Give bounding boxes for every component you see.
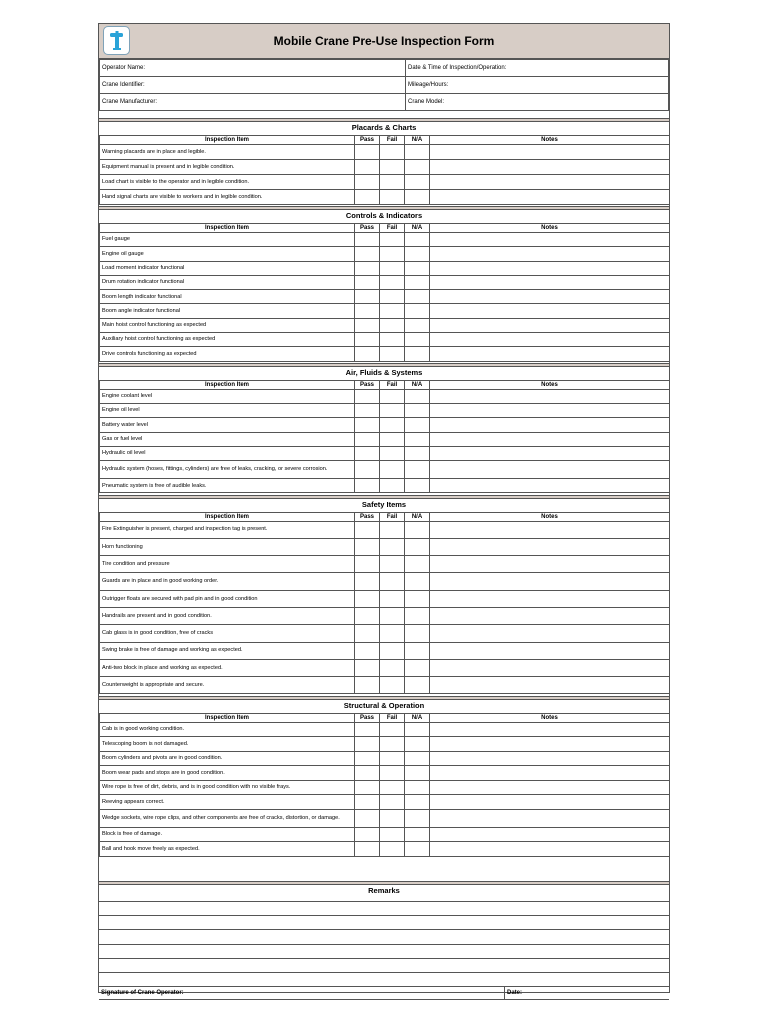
table-row [100, 538, 670, 555]
operator-name-field[interactable]: Operator Name: [100, 60, 406, 77]
table-row [100, 556, 670, 573]
pass-checkbox-cell[interactable] [355, 304, 380, 318]
notes-cell[interactable] [430, 145, 670, 160]
remarks-line[interactable] [99, 901, 669, 915]
notes-cell[interactable] [430, 677, 670, 694]
notes-cell[interactable] [430, 827, 670, 842]
table-row [100, 175, 670, 190]
page-title: Mobile Crane Pre-Use Inspection Form [273, 34, 495, 48]
fail-checkbox-cell[interactable] [380, 175, 405, 190]
column-header-notes: Notes [430, 224, 670, 233]
pass-checkbox-cell[interactable] [355, 737, 380, 752]
section-separator [99, 118, 669, 122]
na-checkbox-cell[interactable] [405, 625, 430, 642]
na-checkbox-cell[interactable] [405, 556, 430, 573]
section-title: Structural & Operation [343, 700, 425, 710]
section-title: Air, Fluids & Systems [345, 367, 423, 377]
notes-cell[interactable] [430, 290, 670, 304]
na-checkbox-cell[interactable] [405, 842, 430, 857]
na-checkbox-cell[interactable] [405, 642, 430, 659]
column-header-item: Inspection Item [100, 512, 355, 521]
pass-checkbox-cell[interactable] [355, 827, 380, 842]
pass-checkbox-cell[interactable] [355, 607, 380, 624]
remarks-line[interactable] [99, 958, 669, 972]
inspection-item-label: Telescoping boom is not damaged. [100, 737, 355, 752]
fail-checkbox-cell[interactable] [380, 389, 405, 403]
na-checkbox-cell[interactable] [405, 780, 430, 795]
remarks-line[interactable] [99, 972, 669, 986]
pass-checkbox-cell[interactable] [355, 780, 380, 795]
pass-checkbox-cell[interactable] [355, 418, 380, 432]
fail-checkbox-cell[interactable] [380, 432, 405, 446]
fail-checkbox-cell[interactable] [380, 190, 405, 205]
fail-checkbox-cell[interactable] [380, 318, 405, 332]
na-checkbox-cell[interactable] [405, 722, 430, 737]
pass-checkbox-cell[interactable] [355, 247, 380, 261]
notes-cell[interactable] [430, 642, 670, 659]
inspection-item-label: Hydraulic oil level [100, 446, 355, 460]
inspection-item-label: Equipment manual is present and in legible condition. [100, 160, 355, 175]
inspection-item-label: Counterweight is appropriate and secure. [100, 677, 355, 694]
notes-cell[interactable] [430, 573, 670, 590]
na-checkbox-cell[interactable] [405, 403, 430, 417]
inspection-item-label: Guards are in place and in good working order. [100, 573, 355, 590]
inspection-item-label: Main hoist control functioning as expected [100, 318, 355, 332]
table-row [100, 233, 670, 247]
fail-checkbox-cell[interactable] [380, 556, 405, 573]
notes-cell[interactable] [430, 795, 670, 810]
crane-model-field[interactable]: Crane Model: [406, 94, 669, 111]
fail-checkbox-cell[interactable] [380, 418, 405, 432]
table-row [100, 304, 670, 318]
table-row [100, 247, 670, 261]
inspection-item-label: Auxiliary hoist control functioning as expected [100, 333, 355, 347]
pass-checkbox-cell[interactable] [355, 446, 380, 460]
fail-checkbox-cell[interactable] [380, 521, 405, 538]
pass-checkbox-cell[interactable] [355, 625, 380, 642]
inspection-item-label: Battery water level [100, 418, 355, 432]
crane-manufacturer-field[interactable]: Crane Manufacturer: [100, 94, 406, 111]
notes-cell[interactable] [430, 751, 670, 766]
table-row [100, 432, 670, 446]
pass-checkbox-cell[interactable] [355, 590, 380, 607]
notes-cell[interactable] [430, 538, 670, 555]
na-checkbox-cell[interactable] [405, 318, 430, 332]
inspection-item-label: Wedge sockets, wire rope clips, and other components are free of cracks, distortion, or damage. [100, 809, 355, 827]
fail-checkbox-cell[interactable] [380, 607, 405, 624]
fail-checkbox-cell[interactable] [380, 333, 405, 347]
na-checkbox-cell[interactable] [405, 766, 430, 781]
table-row [100, 190, 670, 205]
table-row [100, 160, 670, 175]
notes-cell[interactable] [430, 403, 670, 417]
notes-cell[interactable] [430, 432, 670, 446]
table-row [100, 625, 670, 642]
table-row [100, 827, 670, 842]
na-checkbox-cell[interactable] [405, 538, 430, 555]
notes-cell[interactable] [430, 607, 670, 624]
table-row [100, 677, 670, 694]
column-header-na: N/A [405, 713, 430, 722]
fail-checkbox-cell[interactable] [380, 304, 405, 318]
notes-cell[interactable] [430, 233, 670, 247]
fail-checkbox-cell[interactable] [380, 659, 405, 676]
column-header-pass: Pass [355, 136, 380, 145]
fail-checkbox-cell[interactable] [380, 677, 405, 694]
na-checkbox-cell[interactable] [405, 145, 430, 160]
remarks-line[interactable] [99, 944, 669, 958]
notes-cell[interactable] [430, 389, 670, 403]
table-row [100, 842, 670, 857]
table-row [100, 389, 670, 403]
na-checkbox-cell[interactable] [405, 521, 430, 538]
column-header-fail: Fail [380, 224, 405, 233]
column-header-pass: Pass [355, 512, 380, 521]
inspection-item-label: Warning placards are in place and legible. [100, 145, 355, 160]
pass-checkbox-cell[interactable] [355, 333, 380, 347]
notes-cell[interactable] [430, 722, 670, 737]
fail-checkbox-cell[interactable] [380, 145, 405, 160]
na-checkbox-cell[interactable] [405, 573, 430, 590]
section-separator [99, 881, 669, 885]
inspection-item-label: Boom length indicator functional [100, 290, 355, 304]
fail-checkbox-cell[interactable] [380, 827, 405, 842]
pass-checkbox-cell[interactable] [355, 556, 380, 573]
section-title: Placards & Charts [351, 123, 417, 132]
pass-checkbox-cell[interactable] [355, 842, 380, 857]
inspection-item-label: Pneumatic system is free of audible leaks. [100, 479, 355, 493]
fail-checkbox-cell[interactable] [380, 247, 405, 261]
na-checkbox-cell[interactable] [405, 659, 430, 676]
notes-cell[interactable] [430, 590, 670, 607]
na-checkbox-cell[interactable] [405, 304, 430, 318]
pass-checkbox-cell[interactable] [355, 521, 380, 538]
pass-checkbox-cell[interactable] [355, 677, 380, 694]
signature-date-label: Date: [507, 990, 523, 997]
column-header-na: N/A [405, 512, 430, 521]
form-header [99, 24, 669, 59]
na-checkbox-cell[interactable] [405, 827, 430, 842]
pass-checkbox-cell[interactable] [355, 795, 380, 810]
inspection-item-label: Reeving appears correct. [100, 795, 355, 810]
notes-cell[interactable] [430, 659, 670, 676]
column-header-na: N/A [405, 224, 430, 233]
inspection-table [99, 380, 670, 494]
operator-info-table [99, 59, 669, 111]
column-header-fail: Fail [380, 380, 405, 389]
section-separator [99, 206, 669, 210]
na-checkbox-cell[interactable] [405, 737, 430, 752]
na-checkbox-cell[interactable] [405, 275, 430, 289]
column-header-notes: Notes [430, 713, 670, 722]
na-checkbox-cell[interactable] [405, 261, 430, 275]
inspection-item-label: Handrails are present and in good condition. [100, 607, 355, 624]
notes-cell[interactable] [430, 842, 670, 857]
table-row [100, 333, 670, 347]
table-row [100, 261, 670, 275]
notes-cell[interactable] [430, 318, 670, 332]
pass-checkbox-cell[interactable] [355, 190, 380, 205]
section-title: Controls & Indicators [345, 211, 423, 220]
na-checkbox-cell[interactable] [405, 290, 430, 304]
inspection-item-label: Hydraulic system (hoses, fittings, cylinders) are free of leaks, cracking, or severe corrosion. [100, 461, 355, 479]
notes-cell[interactable] [430, 766, 670, 781]
table-row [100, 809, 670, 827]
pass-checkbox-cell[interactable] [355, 261, 380, 275]
inspection-table [99, 223, 670, 362]
inspection-table [99, 512, 670, 695]
fail-checkbox-cell[interactable] [380, 590, 405, 607]
fail-checkbox-cell[interactable] [380, 766, 405, 781]
fail-checkbox-cell[interactable] [380, 233, 405, 247]
table-row [100, 275, 670, 289]
fail-checkbox-cell[interactable] [380, 573, 405, 590]
table-row [100, 766, 670, 781]
column-header-na: N/A [405, 380, 430, 389]
notes-cell[interactable] [430, 479, 670, 493]
inspection-item-label: Hand signal charts are visible to workers and in legible condition. [100, 190, 355, 205]
remarks-title: Remarks [368, 886, 400, 895]
na-checkbox-cell[interactable] [405, 461, 430, 479]
date-time-field[interactable]: Date & Time of Inspection/Operation: [406, 60, 669, 77]
fail-checkbox-cell[interactable] [380, 461, 405, 479]
inspection-item-label: Boom wear pads and stops are in good condition. [100, 766, 355, 781]
pass-checkbox-cell[interactable] [355, 642, 380, 659]
na-checkbox-cell[interactable] [405, 607, 430, 624]
table-row [100, 751, 670, 766]
inspection-item-label: Cab glass is in good condition, free of cracks [100, 625, 355, 642]
fail-checkbox-cell[interactable] [380, 347, 405, 361]
pass-checkbox-cell[interactable] [355, 573, 380, 590]
na-checkbox-cell[interactable] [405, 795, 430, 810]
fail-checkbox-cell[interactable] [380, 642, 405, 659]
na-checkbox-cell[interactable] [405, 175, 430, 190]
notes-cell[interactable] [430, 261, 670, 275]
inspection-table [99, 135, 670, 205]
notes-cell[interactable] [430, 521, 670, 538]
fail-checkbox-cell[interactable] [380, 403, 405, 417]
table-row [100, 290, 670, 304]
pass-checkbox-cell[interactable] [355, 175, 380, 190]
notes-cell[interactable] [430, 809, 670, 827]
notes-cell[interactable] [430, 190, 670, 205]
na-checkbox-cell[interactable] [405, 432, 430, 446]
inspection-item-label: Engine oil level [100, 403, 355, 417]
notes-cell[interactable] [430, 247, 670, 261]
table-row [100, 418, 670, 432]
pass-checkbox-cell[interactable] [355, 461, 380, 479]
column-header-fail: Fail [380, 713, 405, 722]
na-checkbox-cell[interactable] [405, 233, 430, 247]
column-header-notes: Notes [430, 136, 670, 145]
notes-cell[interactable] [430, 304, 670, 318]
inspection-item-label: Engine oil gauge [100, 247, 355, 261]
column-header-notes: Notes [430, 512, 670, 521]
signature-label: Signature of Crane Operator: [101, 990, 184, 997]
table-row [100, 479, 670, 493]
column-header-item: Inspection Item [100, 713, 355, 722]
na-checkbox-cell[interactable] [405, 677, 430, 694]
notes-cell[interactable] [430, 347, 670, 361]
mileage-hours-field[interactable]: Mileage/Hours: [406, 77, 669, 94]
table-row [100, 145, 670, 160]
pass-checkbox-cell[interactable] [355, 538, 380, 555]
inspection-item-label: Boom cylinders and pivots are in good condition. [100, 751, 355, 766]
pass-checkbox-cell[interactable] [355, 751, 380, 766]
na-checkbox-cell[interactable] [405, 418, 430, 432]
column-header-pass: Pass [355, 224, 380, 233]
column-header-pass: Pass [355, 713, 380, 722]
notes-cell[interactable] [430, 418, 670, 432]
inspection-item-label: Tire condition and pressure [100, 556, 355, 573]
pass-checkbox-cell[interactable] [355, 290, 380, 304]
column-header-na: N/A [405, 136, 430, 145]
pass-checkbox-cell[interactable] [355, 766, 380, 781]
inspection-table [99, 713, 670, 857]
pass-checkbox-cell[interactable] [355, 275, 380, 289]
fail-checkbox-cell[interactable] [380, 446, 405, 460]
inspection-item-label: Drum rotation indicator functional [100, 275, 355, 289]
table-row [100, 573, 670, 590]
inspection-item-label: Anti-two block in place and working as expected. [100, 659, 355, 676]
table-row [100, 403, 670, 417]
notes-cell[interactable] [430, 446, 670, 460]
na-checkbox-cell[interactable] [405, 590, 430, 607]
inspection-item-label: Block is free of damage. [100, 827, 355, 842]
column-header-pass: Pass [355, 380, 380, 389]
inspection-form [98, 23, 670, 997]
table-row [100, 461, 670, 479]
fail-checkbox-cell[interactable] [380, 795, 405, 810]
inspection-item-label: Horn functioning [100, 538, 355, 555]
column-header-item: Inspection Item [100, 380, 355, 389]
fail-checkbox-cell[interactable] [380, 275, 405, 289]
fail-checkbox-cell[interactable] [380, 479, 405, 493]
table-row [100, 659, 670, 676]
fail-checkbox-cell[interactable] [380, 722, 405, 737]
table-row [100, 318, 670, 332]
table-row [100, 446, 670, 460]
pass-checkbox-cell[interactable] [355, 432, 380, 446]
pass-checkbox-cell[interactable] [355, 318, 380, 332]
table-row [100, 521, 670, 538]
fail-checkbox-cell[interactable] [380, 737, 405, 752]
pass-checkbox-cell[interactable] [355, 347, 380, 361]
column-header-fail: Fail [380, 136, 405, 145]
inspection-item-label: Engine coolant level [100, 389, 355, 403]
table-row [100, 607, 670, 624]
pass-checkbox-cell[interactable] [355, 389, 380, 403]
notes-cell[interactable] [430, 175, 670, 190]
remarks-line[interactable] [99, 929, 669, 943]
signature-row [99, 986, 669, 1000]
column-header-fail: Fail [380, 512, 405, 521]
table-row [100, 590, 670, 607]
fail-checkbox-cell[interactable] [380, 751, 405, 766]
pass-checkbox-cell[interactable] [355, 403, 380, 417]
fail-checkbox-cell[interactable] [380, 160, 405, 175]
inspection-item-label: Swing brake is free of damage and working as expected. [100, 642, 355, 659]
inspection-item-label: Load chart is visible to the operator and in legible condition. [100, 175, 355, 190]
notes-cell[interactable] [430, 737, 670, 752]
section-title: Safety Items [361, 499, 407, 509]
fail-checkbox-cell[interactable] [380, 780, 405, 795]
notes-cell[interactable] [430, 333, 670, 347]
notes-cell[interactable] [430, 556, 670, 573]
table-row [100, 347, 670, 361]
inspection-item-label: Boom angle indicator functional [100, 304, 355, 318]
na-checkbox-cell[interactable] [405, 160, 430, 175]
fail-checkbox-cell[interactable] [380, 261, 405, 275]
notes-cell[interactable] [430, 461, 670, 479]
na-checkbox-cell[interactable] [405, 190, 430, 205]
fail-checkbox-cell[interactable] [380, 809, 405, 827]
na-checkbox-cell[interactable] [405, 751, 430, 766]
inspection-item-label: Drive controls functioning as expected [100, 347, 355, 361]
inspection-item-label: Fuel gauge [100, 233, 355, 247]
inspection-item-label: Load moment indicator functional [100, 261, 355, 275]
table-row [100, 737, 670, 752]
section-separator [99, 696, 669, 700]
fail-checkbox-cell[interactable] [380, 842, 405, 857]
crane-identifier-field[interactable]: Crane Identifier: [100, 77, 406, 94]
inspection-item-label: Wire rope is free of dirt, debris, and is in good condition with no visible frays. [100, 780, 355, 795]
na-checkbox-cell[interactable] [405, 347, 430, 361]
fail-checkbox-cell[interactable] [380, 290, 405, 304]
notes-cell[interactable] [430, 780, 670, 795]
inspection-item-label: Fire Extinguisher is present, charged and inspection tag is present. [100, 521, 355, 538]
pass-checkbox-cell[interactable] [355, 809, 380, 827]
na-checkbox-cell[interactable] [405, 479, 430, 493]
notes-cell[interactable] [430, 275, 670, 289]
na-checkbox-cell[interactable] [405, 809, 430, 827]
na-checkbox-cell[interactable] [405, 247, 430, 261]
table-row [100, 795, 670, 810]
na-checkbox-cell[interactable] [405, 333, 430, 347]
table-row [100, 722, 670, 737]
inspection-item-label: Cab is in good working condition. [100, 722, 355, 737]
fail-checkbox-cell[interactable] [380, 538, 405, 555]
section-separator [99, 495, 669, 499]
pass-checkbox-cell[interactable] [355, 479, 380, 493]
notes-cell[interactable] [430, 160, 670, 175]
notes-cell[interactable] [430, 625, 670, 642]
na-checkbox-cell[interactable] [405, 389, 430, 403]
column-header-item: Inspection Item [100, 136, 355, 145]
pass-checkbox-cell[interactable] [355, 722, 380, 737]
inspection-item-label: Ball and hook move freely as expected. [100, 842, 355, 857]
pass-checkbox-cell[interactable] [355, 233, 380, 247]
pass-checkbox-cell[interactable] [355, 659, 380, 676]
pass-checkbox-cell[interactable] [355, 160, 380, 175]
fail-checkbox-cell[interactable] [380, 625, 405, 642]
column-header-item: Inspection Item [100, 224, 355, 233]
table-row [100, 780, 670, 795]
section-separator [99, 363, 669, 367]
remarks-line[interactable] [99, 915, 669, 929]
table-row [100, 642, 670, 659]
column-header-notes: Notes [430, 380, 670, 389]
na-checkbox-cell[interactable] [405, 446, 430, 460]
pass-checkbox-cell[interactable] [355, 145, 380, 160]
inspection-item-label: Gas or fuel level [100, 432, 355, 446]
inspection-item-label: Outrigger floats are secured with pad pin and in good condition [100, 590, 355, 607]
